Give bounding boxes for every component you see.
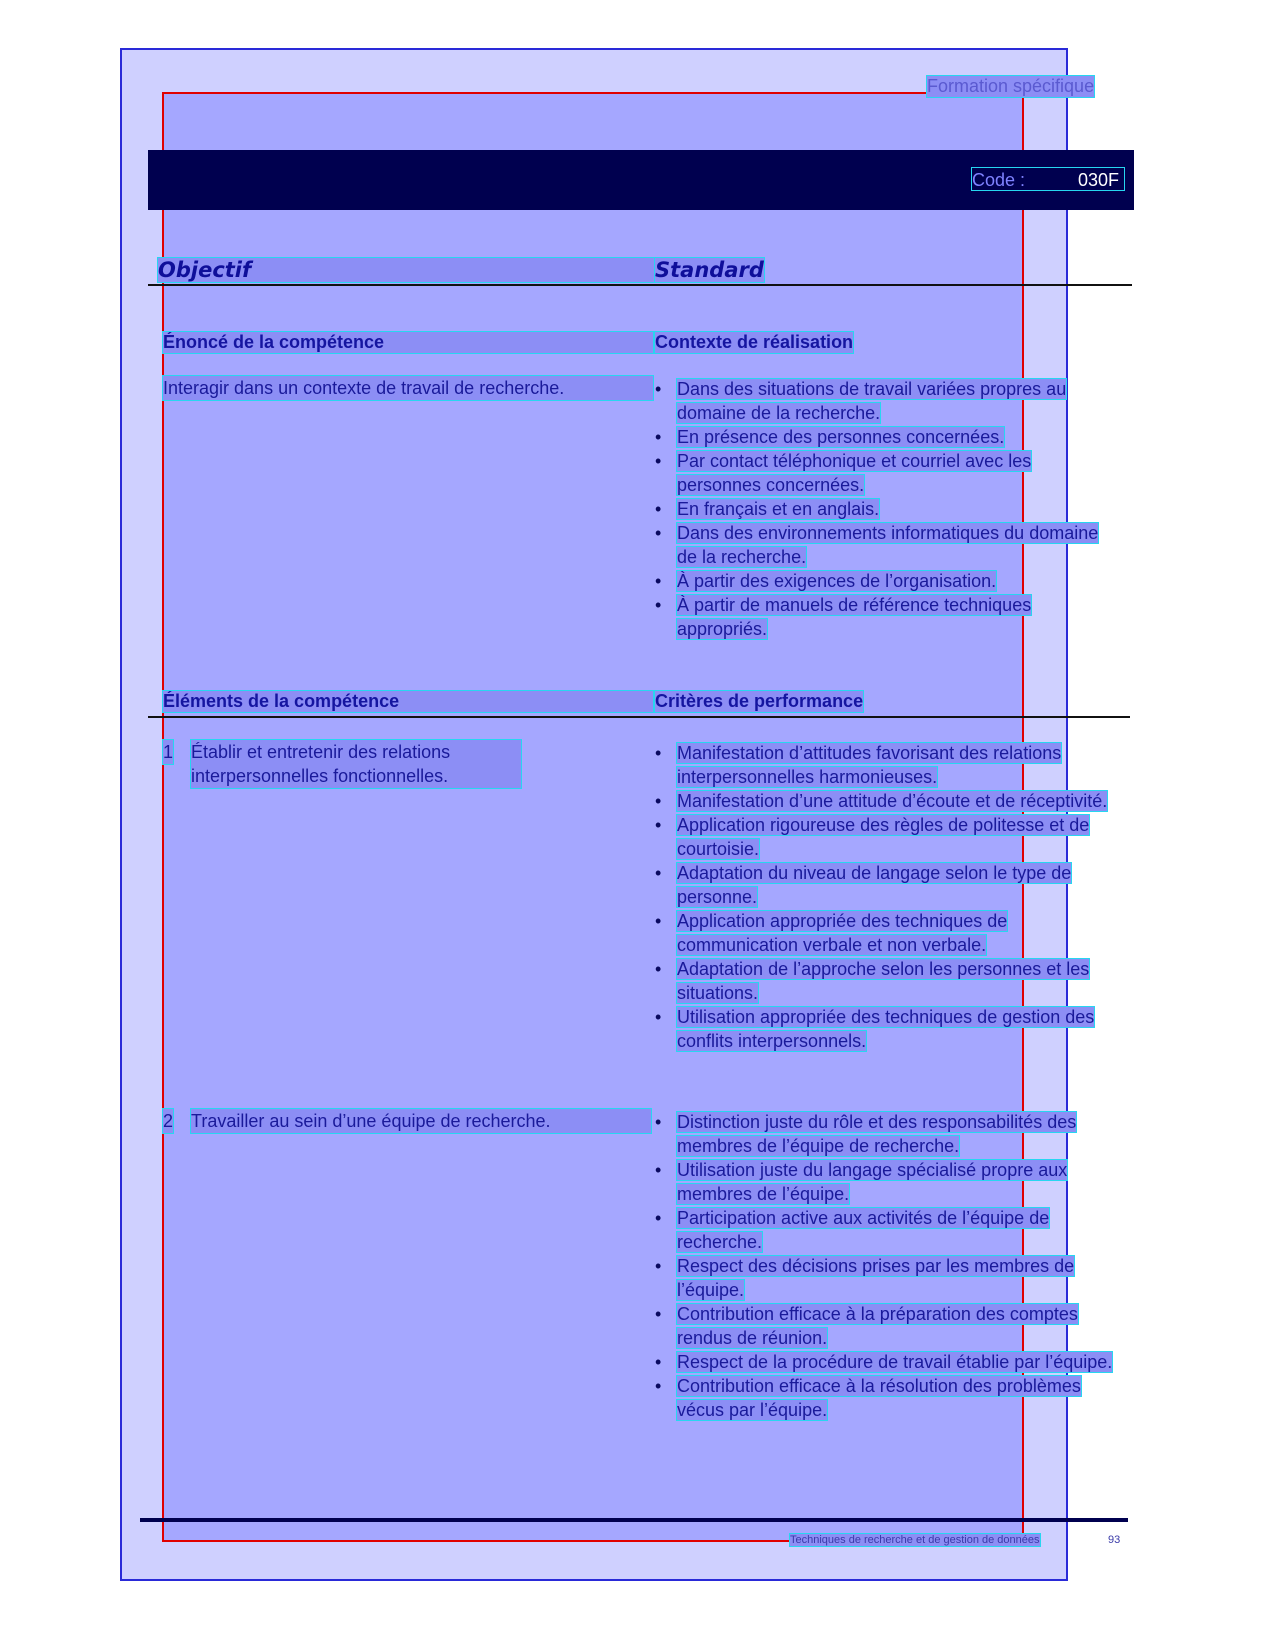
- footer-text: Techniques de recherche et de gestion de données: [790, 1534, 1040, 1546]
- elements-heading: Éléments de la compétence: [163, 691, 653, 712]
- criteria-list-1: [655, 741, 1115, 1053]
- column-heading-objective: Objectif: [158, 258, 658, 282]
- code-value: 030F: [1078, 170, 1120, 190]
- element-text: Établir et entretenir des relations interpersonnelles fonctionnelles.: [191, 740, 521, 788]
- list-item: • Dans des environnements informatiques du domaine de la recherche.: [655, 521, 1115, 569]
- element-number: 1: [163, 742, 174, 762]
- list-item: • Adaptation de l’approche selon les personnes et les situations.: [655, 957, 1115, 1005]
- footer-rule: [140, 1518, 1128, 1522]
- list-item: • Contribution efficace à la résolution des problèmes vécus par l’équipe.: [655, 1374, 1115, 1422]
- competency-statement-heading: Énoncé de la compétence: [163, 332, 653, 353]
- list-item: • Utilisation juste du langage spécialisé propre aux membres de l’équipe.: [655, 1158, 1115, 1206]
- list-item: • Adaptation du niveau de langage selon le type de personne.: [655, 861, 1115, 909]
- criteria-heading: Critères de performance: [655, 691, 864, 711]
- section-rule: [148, 716, 1130, 718]
- list-item: • Manifestation d’attitudes favorisant des relations interpersonnelles harmonieuses.: [655, 741, 1115, 789]
- list-item: • Dans des situations de travail variées propres au domaine de la recherche.: [655, 377, 1115, 425]
- list-item: • Contribution efficace à la préparation des comptes rendus de réunion.: [655, 1302, 1115, 1350]
- list-item: • Respect de la procédure de travail établie par l’équipe.: [655, 1350, 1115, 1374]
- element-text: Travailler au sein d’une équipe de recherche.: [191, 1109, 651, 1133]
- list-item: • Distinction juste du rôle et des responsabilités des membres de l’équipe de recherche.: [655, 1110, 1115, 1158]
- list-item: • Application rigoureuse des règles de politesse et de courtoisie.: [655, 813, 1115, 861]
- list-item: • Respect des décisions prises par les membres de l’équipe.: [655, 1254, 1115, 1302]
- column-heading-standard: Standard: [655, 258, 764, 282]
- element-number: 2: [163, 1111, 174, 1131]
- list-item: • En français et en anglais.: [655, 497, 1115, 521]
- list-item: • À partir de manuels de référence techniques appropriés.: [655, 593, 1115, 641]
- competency-statement: Interagir dans un contexte de travail de recherche.: [163, 376, 653, 400]
- program-label: Formation spécifique: [927, 76, 1095, 96]
- page-number: 93: [1108, 1534, 1121, 1546]
- list-item: • Par contact téléphonique et courriel avec les personnes concernées.: [655, 449, 1115, 497]
- context-list: [655, 377, 1115, 641]
- criteria-list-2: [655, 1110, 1115, 1422]
- code-label: Code :: [972, 170, 1026, 190]
- heading-rule: [148, 284, 1132, 286]
- context-heading: Contexte de réalisation: [655, 332, 854, 352]
- list-item: • En présence des personnes concernées.: [655, 425, 1115, 449]
- list-item: • Participation active aux activités de l’équipe de recherche.: [655, 1206, 1115, 1254]
- list-item: • Manifestation d’une attitude d’écoute et de réceptivité.: [655, 789, 1115, 813]
- list-item: • Utilisation appropriée des techniques de gestion des conflits interpersonnels.: [655, 1005, 1115, 1053]
- list-item: • Application appropriée des techniques de communication verbale et non verbale.: [655, 909, 1115, 957]
- list-item: • À partir des exigences de l’organisation.: [655, 569, 1115, 593]
